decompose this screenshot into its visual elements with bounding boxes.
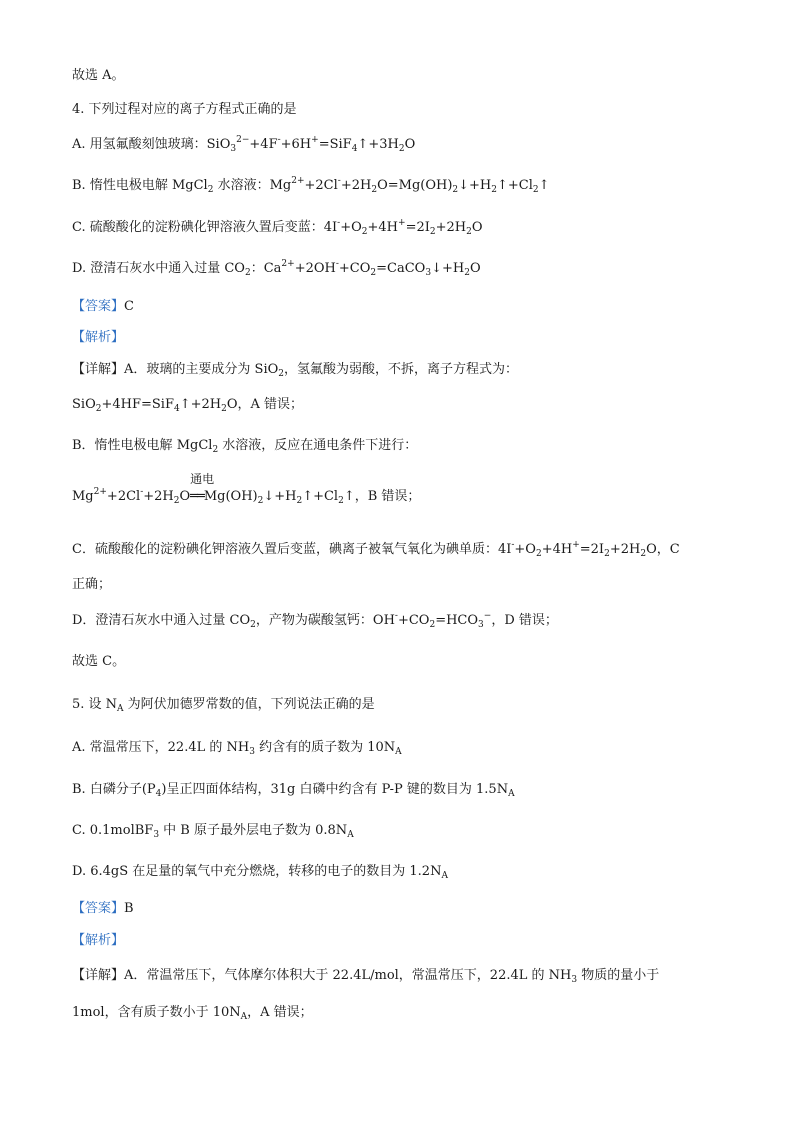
question-4-stem: 4. 下列过程对应的离子方程式正确的是 xyxy=(72,102,297,117)
q4-answer: 【答案】C xyxy=(72,299,134,314)
q4-explanation-c2: 正确； xyxy=(72,577,112,592)
q4-explanation-b1: B．惰性电极电解 MgCl$_2$ 水溶液，反应在通电条件下进行： xyxy=(72,438,418,455)
q4-option-d: D. 澄清石灰水中通入过量 $CO_2$：$Ca^{2+}+2OH^-+CO_2=CaCO_3↓+H_2O$ xyxy=(72,259,481,278)
q4-explanation-b2: $Mg^{2+}+2Cl^-+2H_2O$ 通电 $══Mg(OH)_2↓+H_2↑+Cl_2↑$，B 错误； xyxy=(72,472,421,506)
q5-answer: 【答案】B xyxy=(72,901,134,916)
q5-option-c: C. 0.1molBF$_3$ 中 B 原子最外层电子数为 $0.8N_A$ xyxy=(72,823,354,840)
q4-option-c: C. 硫酸酸化的淀粉碘化钾溶液久置后变蓝：$4I^-+O_2+4H^+=2I_2+2H_2O$ xyxy=(72,218,483,237)
q4-analysis-tag: 【解析】 xyxy=(72,330,125,345)
q4-option-a: A. 用氢氟酸刻蚀玻璃：$SiO_3^{2-}+4F^-+6H^+=SiF_4↑+3H_2O$ xyxy=(72,135,416,154)
q5-explanation-a2: 1mol，含有质子数小于 $10N_A$，A 错误； xyxy=(72,1005,313,1022)
q4-explanation-a1: 【详解】A．玻璃的主要成分为 SiO$_2$，氢氟酸为弱酸，不拆，离子方程式为： xyxy=(72,362,519,379)
electrolysis-condition: 通电 ══ xyxy=(190,472,215,504)
q4-explanation-d1: D．澄清石灰水中通入过量 $CO_2$，产物为碳酸氢钙：$OH^-+CO_2=HCO_3^-$，D 错误； xyxy=(72,611,558,630)
q4-explanation-c1: C．硫酸酸化的淀粉碘化钾溶液久置后变蓝，碘离子被氧气氧化为碘单质：$4I^-+O_2+4H^+=2I_2+2H_2O$，C xyxy=(72,540,680,559)
q5-option-d: D. 6.4gS 在足量的氧气中充分燃烧，转移的电子的数目为 $1.2N_A$ xyxy=(72,864,448,881)
question-5-stem: 5. 设 $N_A$ 为阿伏加德罗常数的值，下列说法正确的是 xyxy=(72,697,375,714)
conclusion-q3: 故选 A。 xyxy=(72,68,125,83)
q4-conclusion: 故选 C。 xyxy=(72,654,126,669)
q4-option-b: B. 惰性电极电解 MgCl$_2$ 水溶液：$Mg^{2+}+2Cl^-+2H_2O=Mg(OH)_2↓+H_2↑+Cl_2↑$ xyxy=(72,176,550,195)
answer-tag: 【答案】 xyxy=(72,299,125,314)
q5-option-a: A. 常温常压下，22.4L 的 $NH_3$ 约含有的质子数为 $10N_A$ xyxy=(72,740,402,757)
q4-explanation-a2: $SiO_2+4HF=SiF_4↑+2H_2O$，A 错误； xyxy=(72,397,304,414)
q5-option-b: B. 白磷分子$(P_4)$呈正四面体结构，31g 白磷中约含有 P-P 键的数目为 $1.5N_A$ xyxy=(72,782,515,799)
q5-explanation-a1: 【详解】A．常温常压下，气体摩尔体积大于 22.4L/mol，常温常压下，22.4L 的 $NH_3$ 物质的量小于 xyxy=(72,968,660,985)
q5-analysis-tag: 【解析】 xyxy=(72,933,125,948)
